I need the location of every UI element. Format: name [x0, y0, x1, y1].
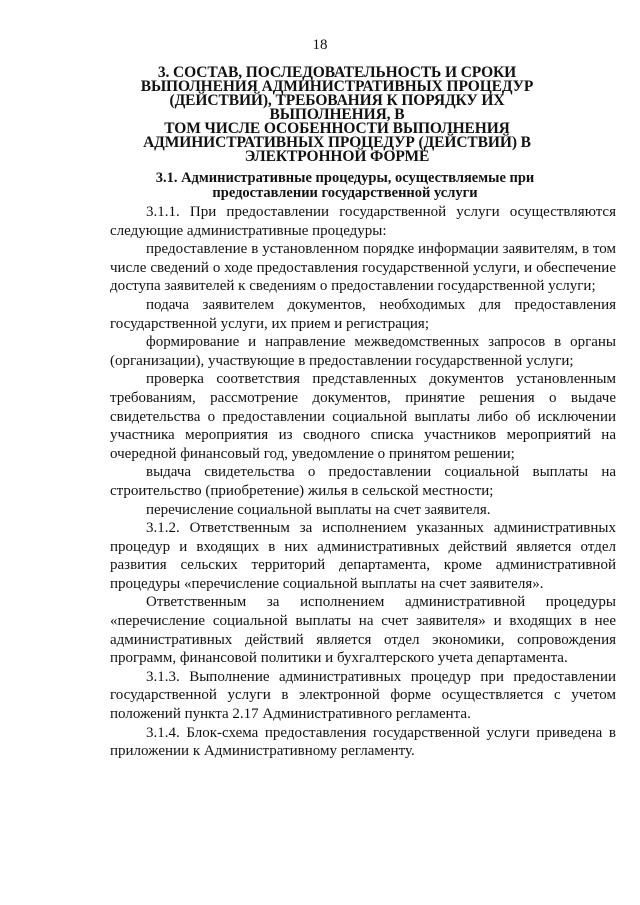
subsection-title-line: 3.1. Административные процедуры, осуществляемые при: [155, 170, 535, 186]
paragraph-3-1-4: 3.1.4. Блок-схема предоставления государственной услуги приведена в приложении к Административному регламенту.: [110, 724, 616, 760]
list-item-verification: проверка соответствия представленных документов установленным требованиям, рассмотрение документов, принятие решения о выдаче свидетельства о предоставлении социальной выплаты либо об исключении участника мероприятия из сводного списка участников мероприятий на очередной финансовый год, уведомление о принятом решении;: [110, 371, 616, 462]
paragraph-3-1-3: 3.1.3. Выполнение административных процедур при предоставлении государственной услуги в электронной форме осуществляется с учетом положений пункта 2.17 Административного регламента.: [110, 668, 616, 723]
subsection-title-line: предоставлении государственной услуги: [212, 185, 478, 201]
section-title-line: ТОМ ЧИСЛЕ ОСОБЕННОСТИ ВЫПОЛНЕНИЯ: [164, 120, 510, 137]
section-title-line: ВЫПОЛНЕНИЯ АДМИНИСТРАТИВНЫХ ПРОЦЕДУР: [140, 78, 534, 95]
list-item-information: предоставление в установленном порядке информации заявителям, в том числе сведений о ходе предоставления государственной услуги, и обеспечение доступа заявителей к сведениям о предоставлении государственной услуги;: [110, 241, 616, 295]
section-title-line: АДМИНИСТРАТИВНЫХ ПРОЦЕДУР (ДЕЙСТВИЙ) В: [143, 134, 531, 151]
page-number: 18: [312, 37, 328, 53]
body-text: [110, 203, 616, 761]
section-title-line: ЭЛЕКТРОННОЙ ФОРМЕ: [244, 148, 430, 165]
paragraph-responsible: Ответственным за исполнением административной процедуры «перечисление социальной выплаты на счет заявителя» и входящих в нее административных действий является отдел экономики, сопровождения программ, финансовой политики и бухгалтерского учета департамента.: [110, 594, 616, 667]
subsection-title: [140, 171, 550, 201]
paragraph-3-1-2: 3.1.2. Ответственным за исполнением указанных административных процедур и входящих в них административных действий является отдел развития сельских территорий департамента, кроме административной процедуры «перечисление социальной выплаты на счет заявителя».: [110, 520, 616, 592]
list-item-certificate: выдача свидетельства о предоставлении социальной выплаты на строительство (приобретение) жилья в сельской местности;: [110, 464, 616, 499]
section-title-line: 3. СОСТАВ, ПОСЛЕДОВАТЕЛЬНОСТЬ И СРОКИ: [157, 64, 517, 81]
paragraph-3-1-1: 3.1.1. При предоставлении государственной услуги осуществляются следующие административные процедуры:: [110, 204, 616, 239]
section-title: [118, 66, 556, 164]
list-item-transfer: перечисление социальной выплаты на счет заявителя.: [146, 501, 491, 518]
list-item-submission: подача заявителем документов, необходимых для предоставления государственной услуги, их прием и регистрация;: [110, 296, 616, 332]
list-item-interagency-requests: формирование и направление межведомственных запросов в органы (организации), участвующие в предоставлении государственной услуги;: [110, 334, 616, 369]
section-title-line: (ДЕЙСТВИЙ), ТРЕБОВАНИЯ К ПОРЯДКУ ИХ ВЫПОЛНЕНИЯ, В: [169, 92, 505, 123]
